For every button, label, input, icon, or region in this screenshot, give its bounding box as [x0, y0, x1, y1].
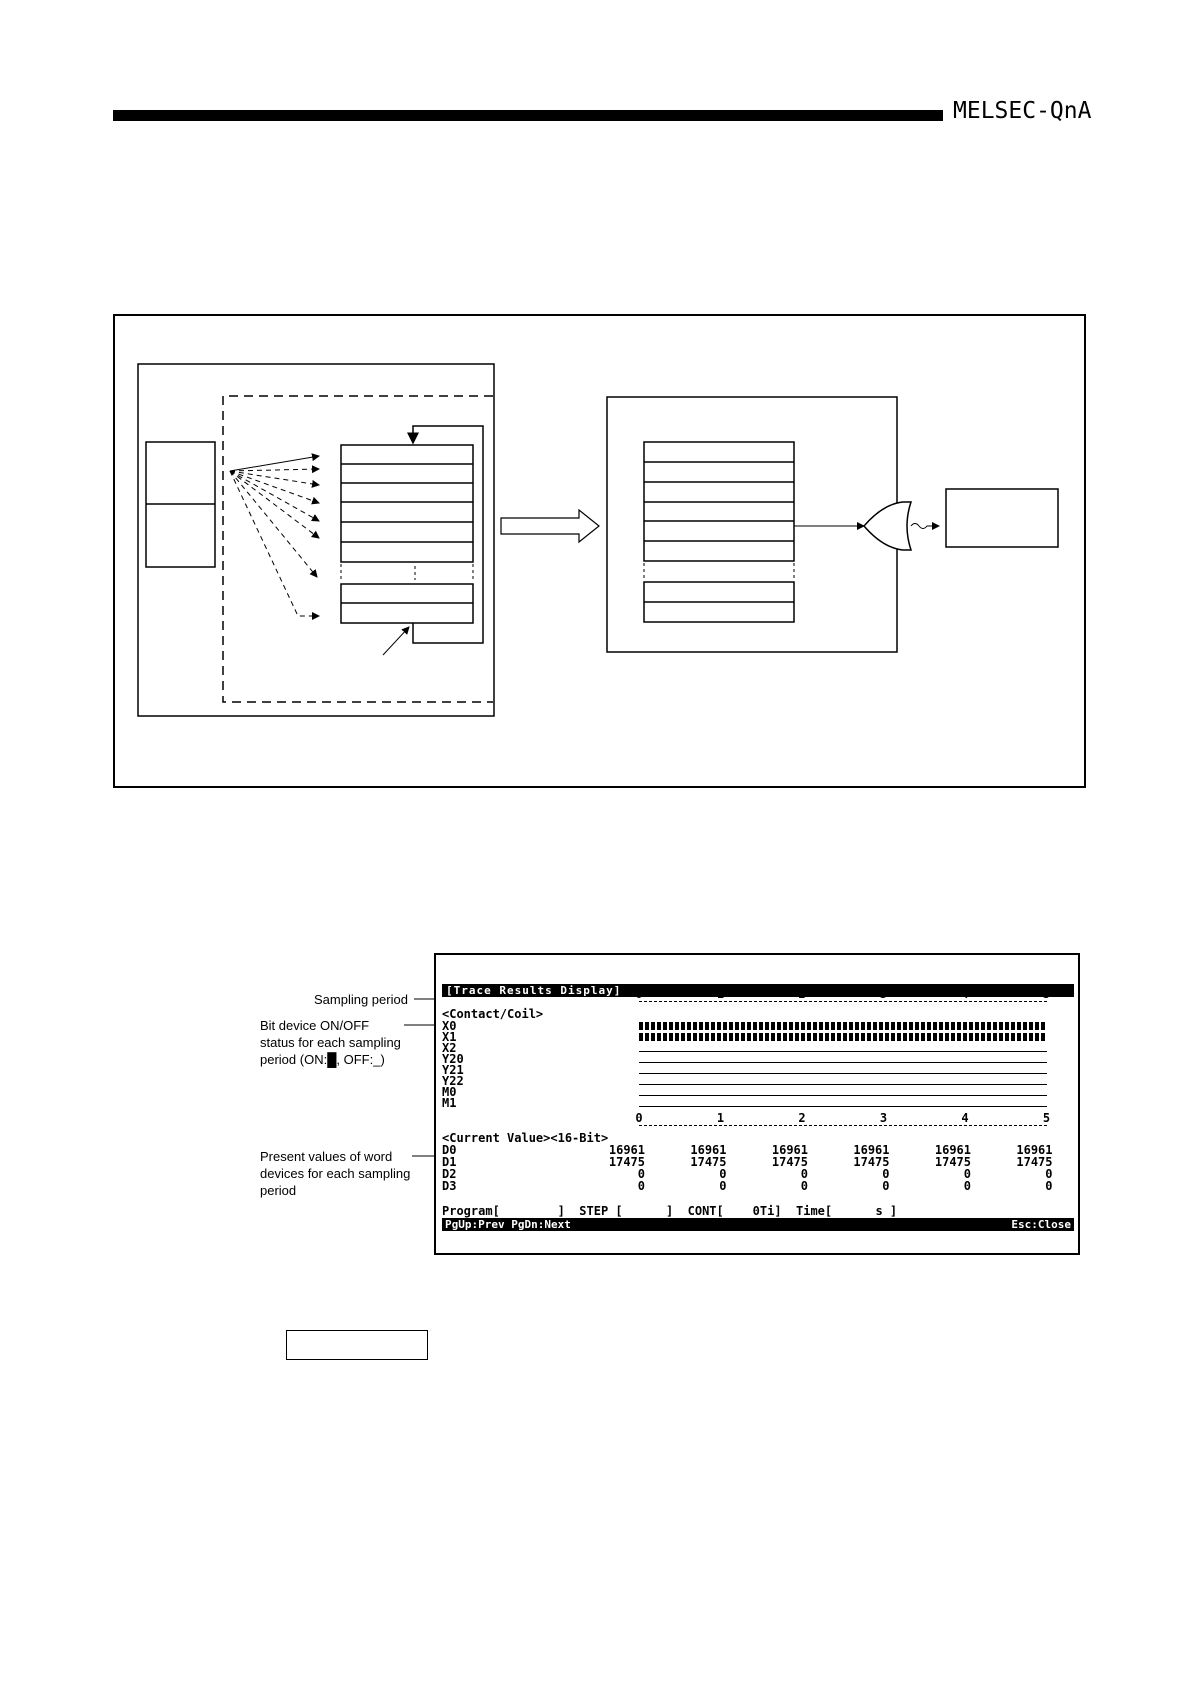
bit-device-label: M0 — [442, 1085, 457, 1099]
bit-trace-off — [639, 1051, 1047, 1052]
point-label-box — [286, 1330, 428, 1360]
word-value: 0 — [719, 1179, 727, 1193]
callout-bit-device: Bit device ON/OFF status for each sampling period (ON:█, OFF:_) — [260, 1018, 401, 1067]
window-title: [Trace Results Display] — [446, 984, 622, 997]
time-tick: 1 — [716, 987, 725, 1001]
trace-results-window — [434, 953, 1080, 1255]
value-header: <Current Value><16-Bit> — [442, 1131, 609, 1145]
bit-device-label: X2 — [442, 1041, 457, 1055]
word-value: 16961 — [934, 1143, 971, 1157]
word-value: 0 — [800, 1179, 808, 1193]
time-tick: 5 — [1042, 1111, 1051, 1125]
word-value: 0 — [963, 1167, 971, 1181]
time-tick: 3 — [879, 1111, 888, 1125]
bit-trace-on — [639, 1022, 1047, 1030]
word-value: 0 — [963, 1179, 971, 1193]
time-axis-line — [639, 1125, 1047, 1127]
word-value: 0 — [1045, 1179, 1053, 1193]
word-value: 16961 — [853, 1143, 890, 1157]
word-value: 0 — [800, 1167, 808, 1181]
callout-word-device: Present values of word devices for each sampling period — [260, 1149, 411, 1198]
word-value: 0 — [637, 1167, 645, 1181]
word-device-label: D2 — [442, 1167, 457, 1181]
page-keys-hint[interactable]: PgUp:Prev PgDn:Next — [445, 1218, 571, 1231]
time-tick: 3 — [879, 987, 888, 1001]
word-value: 17475 — [608, 1155, 645, 1169]
bit-trace-off — [639, 1095, 1047, 1096]
time-tick: 2 — [798, 987, 806, 1001]
bit-device-label: X1 — [442, 1030, 457, 1044]
word-value: 17475 — [1016, 1155, 1053, 1169]
callout-sampling-period: Sampling period — [314, 992, 408, 1007]
bit-device-label: Y22 — [442, 1074, 464, 1088]
word-value: 16961 — [771, 1143, 808, 1157]
status-line: Program[ ] STEP [ ] CONT[ 0Ti] Time[ s ] — [442, 1204, 898, 1218]
word-value: 17475 — [853, 1155, 890, 1169]
word-device-label: D1 — [442, 1155, 457, 1169]
word-value: 17475 — [690, 1155, 727, 1169]
word-value: 0 — [637, 1179, 645, 1193]
bit-device-label: X0 — [442, 1019, 457, 1033]
word-value: 16961 — [608, 1143, 645, 1157]
time-tick: 2 — [798, 1111, 806, 1125]
bit-trace-off — [639, 1073, 1047, 1074]
time-tick: 5 — [1042, 987, 1051, 1001]
bit-device-label: Y20 — [442, 1052, 464, 1066]
word-value: 16961 — [690, 1143, 727, 1157]
time-tick: 0 — [635, 1111, 643, 1125]
bit-trace-off — [639, 1106, 1047, 1107]
bit-device-label: M1 — [442, 1096, 457, 1110]
header-brand: MELSEC-QnA — [953, 98, 1092, 124]
close-hint[interactable]: Esc:Close — [1011, 1218, 1071, 1231]
bit-trace-on — [639, 1033, 1047, 1041]
contact-header: <Contact/Coil> — [442, 1007, 544, 1021]
word-value: 0 — [882, 1179, 890, 1193]
word-value: 0 — [882, 1167, 890, 1181]
word-device-label: D0 — [442, 1143, 457, 1157]
time-axis-line — [639, 1001, 1047, 1003]
word-device-label: D3 — [442, 1179, 457, 1193]
word-value: 17475 — [771, 1155, 808, 1169]
footer-bar — [442, 1218, 1074, 1231]
bit-trace-off — [639, 1062, 1047, 1063]
trace-grid — [442, 984, 1074, 1264]
bit-device-label: Y21 — [442, 1063, 464, 1077]
time-tick: 1 — [716, 1111, 725, 1125]
word-value: 16961 — [1016, 1143, 1053, 1157]
time-tick: 0 — [635, 987, 643, 1001]
time-tick: 4 — [961, 987, 969, 1001]
time-tick: 4 — [961, 1111, 969, 1125]
word-value: 0 — [1045, 1167, 1053, 1181]
word-value: 17475 — [934, 1155, 971, 1169]
word-value: 0 — [719, 1167, 727, 1181]
bit-trace-off — [639, 1084, 1047, 1085]
